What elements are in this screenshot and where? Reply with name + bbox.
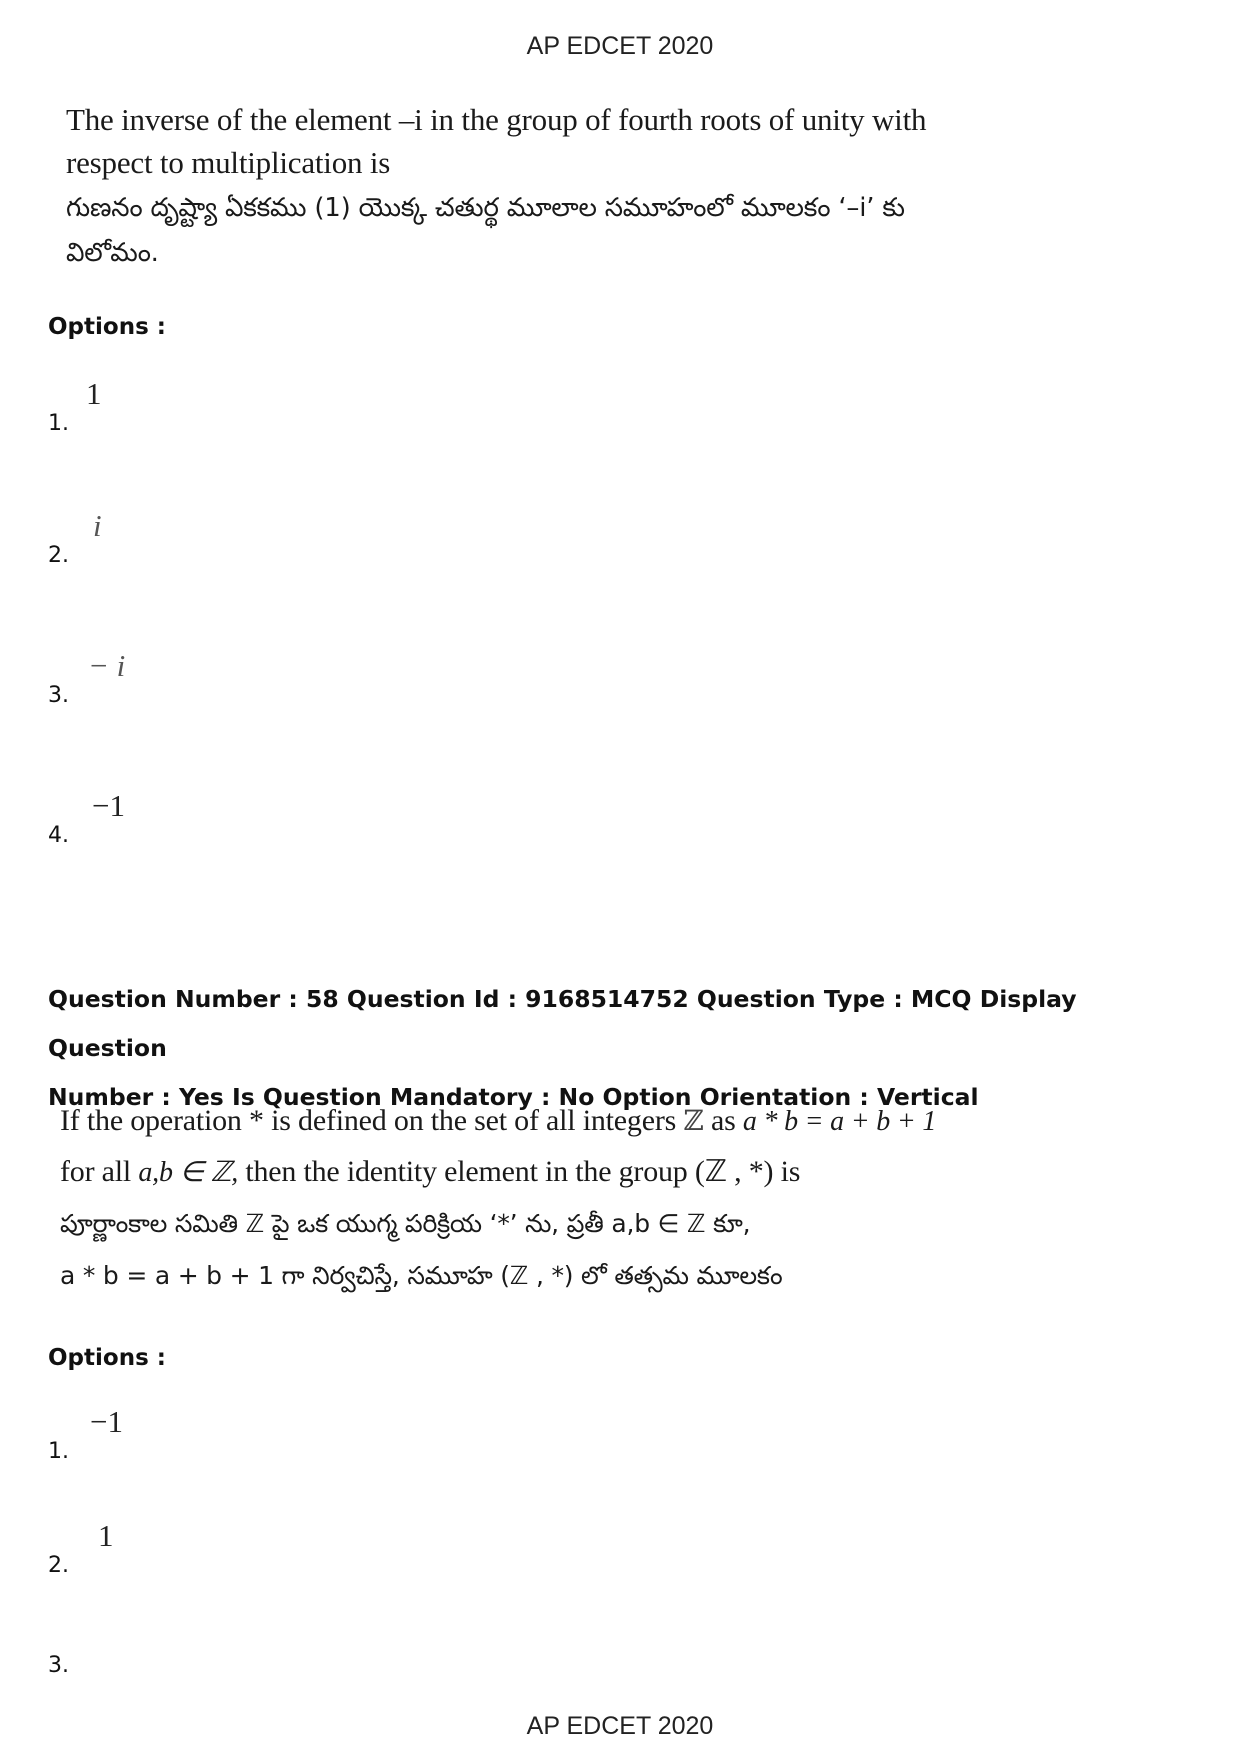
option-57-2[interactable]: [48, 508, 448, 568]
option-57-4[interactable]: [48, 788, 448, 848]
question-58-line-1-a: If the operation * is defined on the set of all integers: [60, 1104, 677, 1137]
question-58-telugu-line-1: పూర్ణాంకాల సమితి ℤ పై ఒక యుగ్మ పరిక్రియ ‘*’ ను, ప్రతీ a,b ∈ ℤ కూ,: [60, 1209, 751, 1238]
operation-equation: a * b = a + b + 1: [742, 1106, 937, 1137]
option-value: i: [93, 508, 102, 543]
question-58-telugu-line-2: a * b = a + b + 1 గా నిర్వచిస్తే, సమూహ (ℤ , *) లో తత్సమ మూలకం: [60, 1261, 783, 1290]
question-57-line-1: The inverse of the element –i in the group of fourth roots of unity with: [66, 102, 927, 137]
page-header: AP EDCET 2020: [526, 32, 714, 60]
option-number: 4.: [48, 823, 69, 848]
option-number: 3.: [48, 683, 69, 708]
question-58-line-2-a: for all: [60, 1155, 139, 1188]
question-57-text: [66, 98, 926, 273]
question-58-text: [60, 1096, 936, 1302]
option-value: −1: [92, 788, 125, 823]
option-value: −1: [90, 1404, 123, 1439]
question-58-metadata-line-2: Number : Yes Is Question Mandatory : No Option Orientation : Vertical: [48, 1083, 979, 1111]
question-57-line-2: respect to multiplication is: [66, 145, 391, 180]
option-number: 2.: [48, 543, 69, 568]
question-57-telugu-line-2: విలోమం.: [66, 238, 159, 268]
option-58-3[interactable]: [48, 1618, 448, 1678]
options-label-57: Options :: [48, 314, 166, 340]
options-label-58: Options :: [48, 1345, 166, 1371]
option-number: 2.: [48, 1553, 69, 1578]
question-57-telugu-line-1: గుణనం దృష్ట్యా ఏకకము (1) యొక్క చతుర్థ మూలాల సమూహంలో మూలకం ‘–i’ కు: [66, 193, 905, 223]
option-number: 1.: [48, 411, 69, 436]
option-58-2[interactable]: [48, 1518, 448, 1578]
option-57-3[interactable]: [48, 648, 448, 708]
question-58-line-2-b: then the identity element in the group (ℤ , *) is: [238, 1155, 801, 1188]
question-58-line-2: [60, 1147, 936, 1198]
for-all-ab: a,b ∈ ℤ,: [138, 1157, 239, 1188]
option-value: − i: [88, 648, 126, 683]
page-footer: AP EDCET 2020: [526, 1712, 714, 1740]
option-value: 1: [86, 376, 102, 411]
option-57-1[interactable]: [48, 376, 448, 436]
option-number: 1.: [48, 1439, 69, 1464]
option-58-1[interactable]: [48, 1404, 448, 1464]
question-58-line-1-b: as: [703, 1104, 743, 1137]
integers-symbol: ℤ: [683, 1104, 704, 1137]
option-number: 3.: [48, 1653, 69, 1678]
question-58-line-1: [60, 1096, 936, 1147]
option-value: 1: [98, 1518, 114, 1553]
question-58-metadata-line-1: Question Number : 58 Question Id : 9168514752 Question Type : MCQ Display Question: [48, 985, 1077, 1062]
